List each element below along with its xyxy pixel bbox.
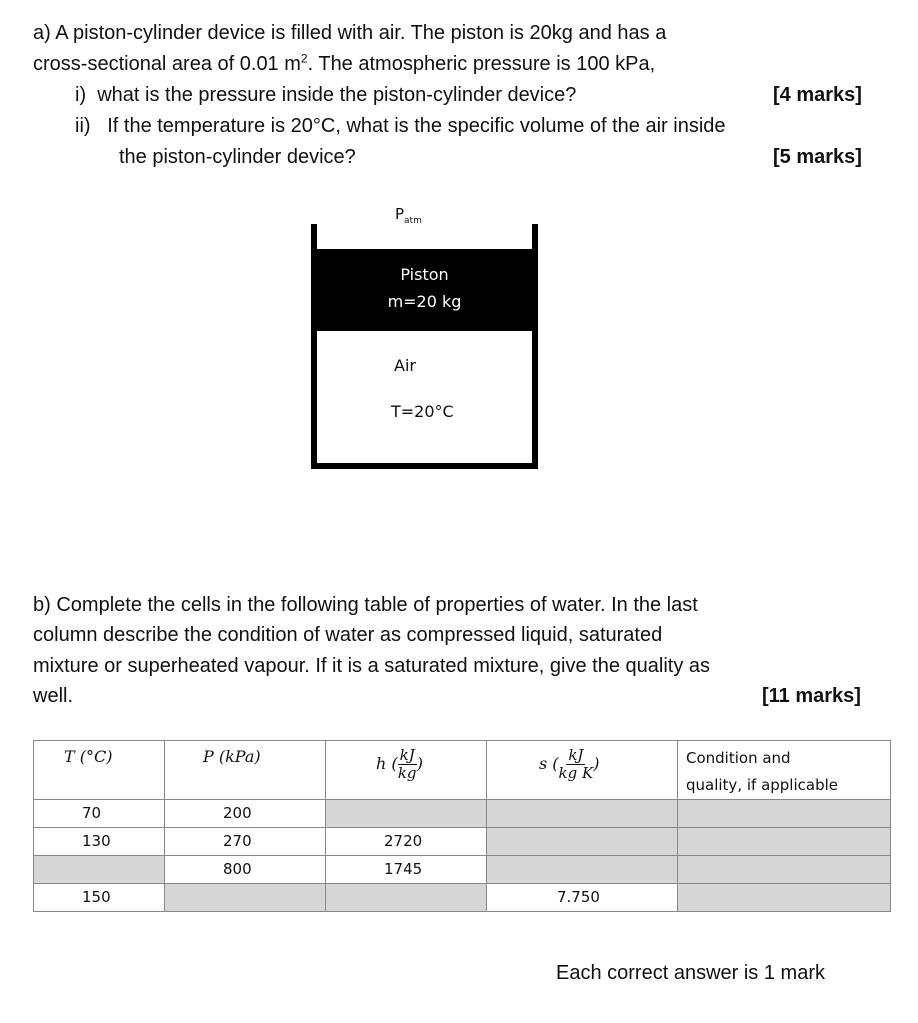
cell-temperature: 70 — [34, 800, 165, 828]
part-a-line1: a) A piston-cylinder device is filled with air. The piston is 20kg and has a — [33, 22, 667, 44]
cell-condition-blank[interactable] — [678, 828, 891, 856]
table-row — [34, 828, 891, 856]
question-i-number: i) — [75, 84, 87, 106]
water-properties-table — [33, 740, 891, 912]
piston-label: Piston — [400, 265, 449, 284]
question-i — [75, 80, 576, 111]
patm-label — [395, 205, 422, 226]
cell-condition-blank[interactable] — [678, 856, 891, 884]
table-row — [34, 884, 891, 912]
table-row — [34, 856, 891, 884]
part-b-line4: well. — [33, 685, 74, 707]
piston-mass: m=20 kg — [387, 292, 462, 311]
enthalpy-symbol: h ( — [376, 754, 398, 773]
cell-enthalpy: 1745 — [326, 856, 487, 884]
cell-pressure-blank[interactable] — [165, 884, 326, 912]
cell-pressure: 800 — [165, 856, 326, 884]
question-ii-number: ii) — [75, 115, 91, 137]
part-b-line2: column describe the condition of water as compressed liquid, saturated — [33, 624, 663, 646]
part-a-line2-post: . The atmospheric pressure is 100 kPa, — [307, 53, 656, 75]
question-ii-text1: If the temperature is 20°C, what is the specific volume of the air inside — [107, 115, 726, 137]
air-temperature: T=20°C — [391, 402, 454, 421]
entropy-symbol: s ( — [539, 754, 559, 773]
cell-pressure: 200 — [165, 800, 326, 828]
cell-condition-blank[interactable] — [678, 884, 891, 912]
part-a-line2-pre: cross-sectional area of 0.01 m — [33, 53, 301, 75]
header-entropy: s ( $\frac{kJ}{\text{kg K}}$ ) — [487, 741, 678, 800]
header-condition: Condition and quality, if applicable — [678, 741, 891, 800]
footer-note: Each correct answer is 1 mark — [556, 962, 825, 984]
cell-entropy-blank[interactable] — [487, 800, 678, 828]
cell-entropy-blank[interactable] — [487, 828, 678, 856]
part-a-line2-sup: 2 — [300, 51, 308, 66]
header-enthalpy: h ( $\frac{kJ}{kg}$ ) — [326, 741, 487, 800]
part-b-line3: mixture or superheated vapour. If it is a saturated mixture, give the quality as — [33, 655, 711, 677]
cell-temperature-blank[interactable] — [34, 856, 165, 884]
table-row — [34, 800, 891, 828]
question-ii — [75, 111, 726, 142]
cell-pressure: 270 — [165, 828, 326, 856]
patm-main: P — [395, 205, 405, 223]
header-temperature: T (°C) — [34, 741, 165, 800]
cell-temperature: 130 — [34, 828, 165, 856]
cell-enthalpy-blank[interactable] — [326, 884, 487, 912]
enthalpy-unit: $\frac{kJ}{kg}$ — [397, 746, 417, 782]
table-header-row — [34, 741, 891, 800]
part-b-line1: b) Complete the cells in the following table of properties of water. In the last — [33, 594, 698, 616]
question-i-text: what is the pressure inside the piston-cylinder device? — [97, 84, 577, 106]
air-label: Air — [394, 356, 416, 375]
header-pressure: P (kPa) — [165, 741, 326, 800]
patm-sub: atm — [404, 216, 422, 226]
part-a-line2 — [33, 49, 655, 80]
cell-entropy: 7.750 — [487, 884, 678, 912]
cylinder-right-wall — [532, 224, 538, 469]
piston — [317, 249, 532, 331]
cell-enthalpy-blank[interactable] — [326, 800, 487, 828]
cell-temperature: 150 — [34, 884, 165, 912]
cell-condition-blank[interactable] — [678, 800, 891, 828]
question-ii-text2: the piston-cylinder device? — [119, 146, 356, 168]
cylinder-bottom-wall — [311, 463, 538, 469]
entropy-unit: $\frac{kJ}{\text{kg K}}$ — [558, 746, 594, 782]
cell-entropy-blank[interactable] — [487, 856, 678, 884]
part-b-marks: [11 marks] — [762, 685, 861, 707]
question-i-marks: [4 marks] — [773, 84, 862, 106]
cell-enthalpy: 2720 — [326, 828, 487, 856]
question-ii-marks: [5 marks] — [773, 146, 862, 168]
